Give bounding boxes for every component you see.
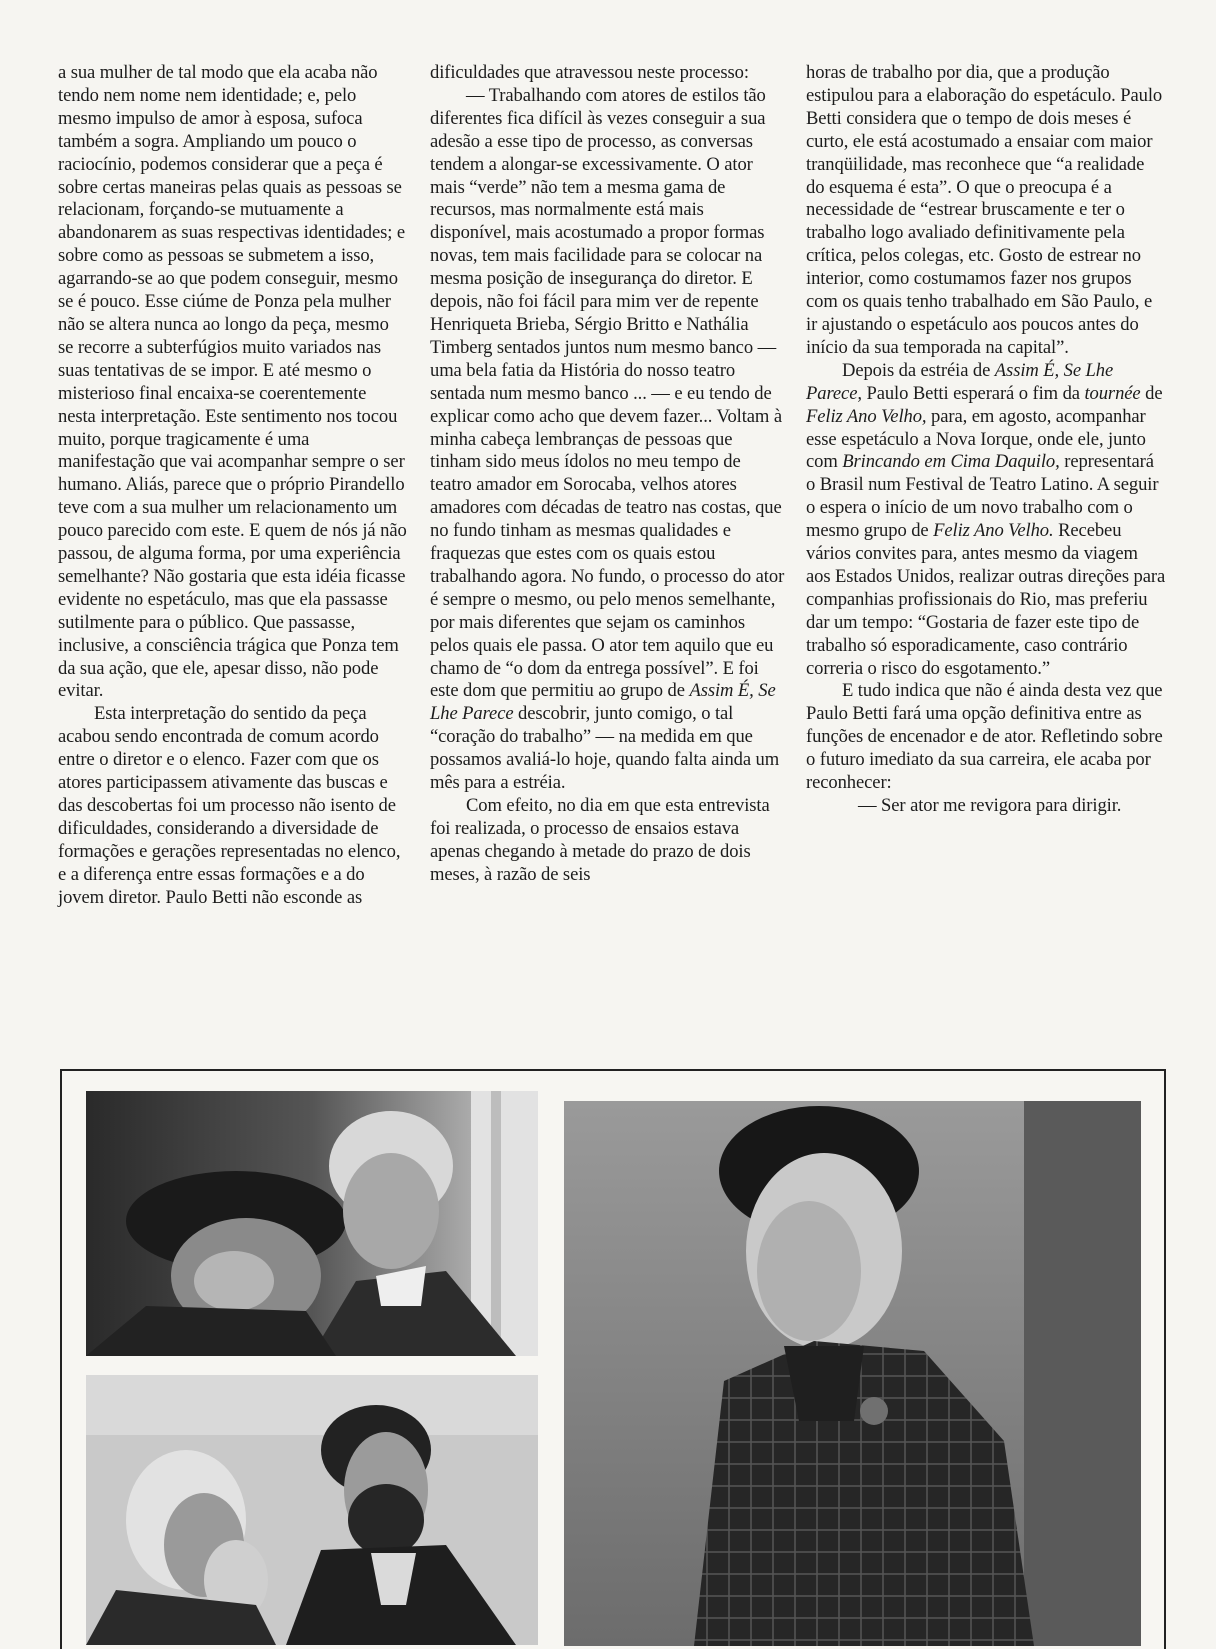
- text-run: Recebeu vários convites para, antes mesmo da viagem aos Estados Unidos, realizar outras direções para companhias profissionais do Rio, mas preferiu dar um tempo: “Gostaria de fazer este tipo de trabalho só esporadicamente, caso contrário correria o risco do esgotamento.”: [806, 520, 1166, 679]
- tour-word: tournée: [1084, 382, 1141, 404]
- photo-elderly-actress: [564, 1101, 1141, 1646]
- text-run: de: [1140, 382, 1163, 404]
- play-title: Feliz Ano Velho,: [806, 405, 927, 427]
- text-run: Depois da estréia de: [842, 359, 995, 381]
- paragraph: dificuldades que atravessou neste processo:: [430, 62, 749, 83]
- paragraph: E tudo indica que não é ainda desta vez que Paulo Betti fará uma opção definitiva entre as funções de encenador e de ator. Refletindo sobre o futuro imediato da sua carreira, ele acaba por reconhecer:: [806, 680, 1163, 794]
- paragraph: a sua mulher de tal modo que ela acaba não tendo nem nome nem identidade; e, pelo mesmo impulso de amor à esposa, sufoca também a sogra. Ampliando um pouco o raciocínio, podemos considerar que a peça é sobre certas maneiras pelas quais as pessoas se relacionam, forçando-se mutuamente a abandonarem as suas respectivas identidades; e sobre como as pessoas se submetem a isso, agarrando-se ao que podem conseguir, mesmo se é pouco. Esse ciúme de Ponza pela mulher não se altera nunca ao longo da peça, mesmo se recorre a subterfúgios muito variados nas suas tentativas de se impor. E até mesmo o misterioso final encaixa-se coerentemente nesta interpretação. Este sentimento nos tocou muito, porque tragicamente é uma manifestação que vai acompanhar sempre o ser humano. Aliás, parece que o próprio Pirandello teve com a sua mulher um relacionamento um pouco parecido com este. E quem de nós já não passou, de alguma forma, por uma experiência semelhante? Não gostaria que esta idéia ficasse evidente no espetáculo, mas que ela passasse sutilmente para o público. Que passasse, inclusive, a consciência trágica que Ponza tem da sua ação, que ele, apesar disso, não pode evitar.: [58, 62, 407, 702]
- play-title: Brincando em Cima Daquilo,: [842, 451, 1060, 473]
- photo-two-bearded-actors: [86, 1375, 538, 1645]
- text-run: Paulo Betti esperará o fim da: [861, 382, 1085, 404]
- paragraph: [806, 360, 1166, 681]
- article-column-2: [430, 62, 785, 887]
- text-run: representará o Brasil num Festival de Teatro Latino. A seguir o espera o início de um novo trabalho com o mesmo grupo de: [806, 451, 1159, 542]
- paragraph: Esta interpretação do sentido da peça acabou sendo encontrada de comum acordo entre o diretor e o elenco. Fazer com que os atores participassem ativamente das buscas e das descobertas foi um processo não isento de dificuldades, considerando a diversidade de formações e gerações representadas no elenco, e a diferença entre essas formações e a do jovem diretor. Paulo Betti não esconde as: [58, 703, 401, 908]
- closing-quote: — Ser ator me revigora para dirigir.: [858, 795, 1122, 816]
- play-title: Feliz Ano Velho.: [933, 520, 1054, 542]
- text-run: para, em agosto, acompanhar esse espetáculo a Nova Iorque, onde ele, junto com: [806, 405, 1146, 473]
- play-title: Assim É, Se Lhe Parece: [430, 680, 776, 725]
- paragraph: Com efeito, no dia em que esta entrevista foi realizada, o processo de ensaios estava apenas chegando à metade do prazo de dois meses, à razão de seis: [430, 795, 770, 885]
- quote-paragraph: [430, 85, 785, 795]
- paragraph: horas de trabalho por dia, que a produção estipulou para a elaboração do espetáculo. Paulo Betti considera que o tempo de dois meses é curto, ele está acostumado a ensaiar com maior tranqüilidade, mas reconhece que “a realidade do esquema é esta”. O que o preocupa é a necessidade de “estrear bruscamente e ter o trabalho logo avaliado definitivamente pela crítica, pelos colegas, etc. Gosto de estrear no interior, como costumamos fazer nos grupos com os quais tenho trabalhado em São Paulo, e ir ajustando o espetáculo aos poucos antes do início da sua temporada na capital”.: [806, 62, 1163, 358]
- article-column-3: [806, 62, 1166, 818]
- photo-two-actors-embrace: [86, 1091, 538, 1356]
- article-column-1: [58, 62, 408, 910]
- play-title: Assim É, Se Lhe Parece,: [806, 359, 1114, 404]
- text-run: descobrir, junto comigo, o tal “coração do trabalho” — na medida em que possamos avaliá-lo hoje, quando falta ainda um mês para a estréia.: [430, 703, 780, 794]
- text-run: — Trabalhando com atores de estilos tão diferentes fica difícil às vezes conseguir a sua adesão a esse tipo de processo, as conversas tendem a alongar-se excessivamente. O ator mais “verde” não tem a mesma gama de recursos, mas normalmente está mais disponível, mais acostumado a propor formas novas, tem mais facilidade para se colocar na mesma posição de insegurança do diretor. E depois, não foi fácil para mim ver de repente Henriqueta Brieba, Sérgio Britto e Nathália Timberg sentados juntos num mesmo banco — uma bela fatia da História do nosso teatro sentada num mesmo banco ... — e eu tendo de explicar como acho que devem fazer... Voltam à minha cabeça lembranças de pessoas que tinham sido meus ídolos no meu tempo de teatro amador em Sorocaba, velhos atores amadores com décadas de teatro nas costas, que no fundo tinham as mesmas qualidades e fraquezas que estes com os quais estou trabalhando agora. No fundo, o processo do ator é sempre o mesmo, ou pelo menos semelhante, por mais diferentes que sejam os caminhos pelos quais ele passa. O ator tem aquilo que eu chamo de “o dom da entrega possível”. E foi este dom que permitiu ao grupo de: [430, 84, 785, 702]
